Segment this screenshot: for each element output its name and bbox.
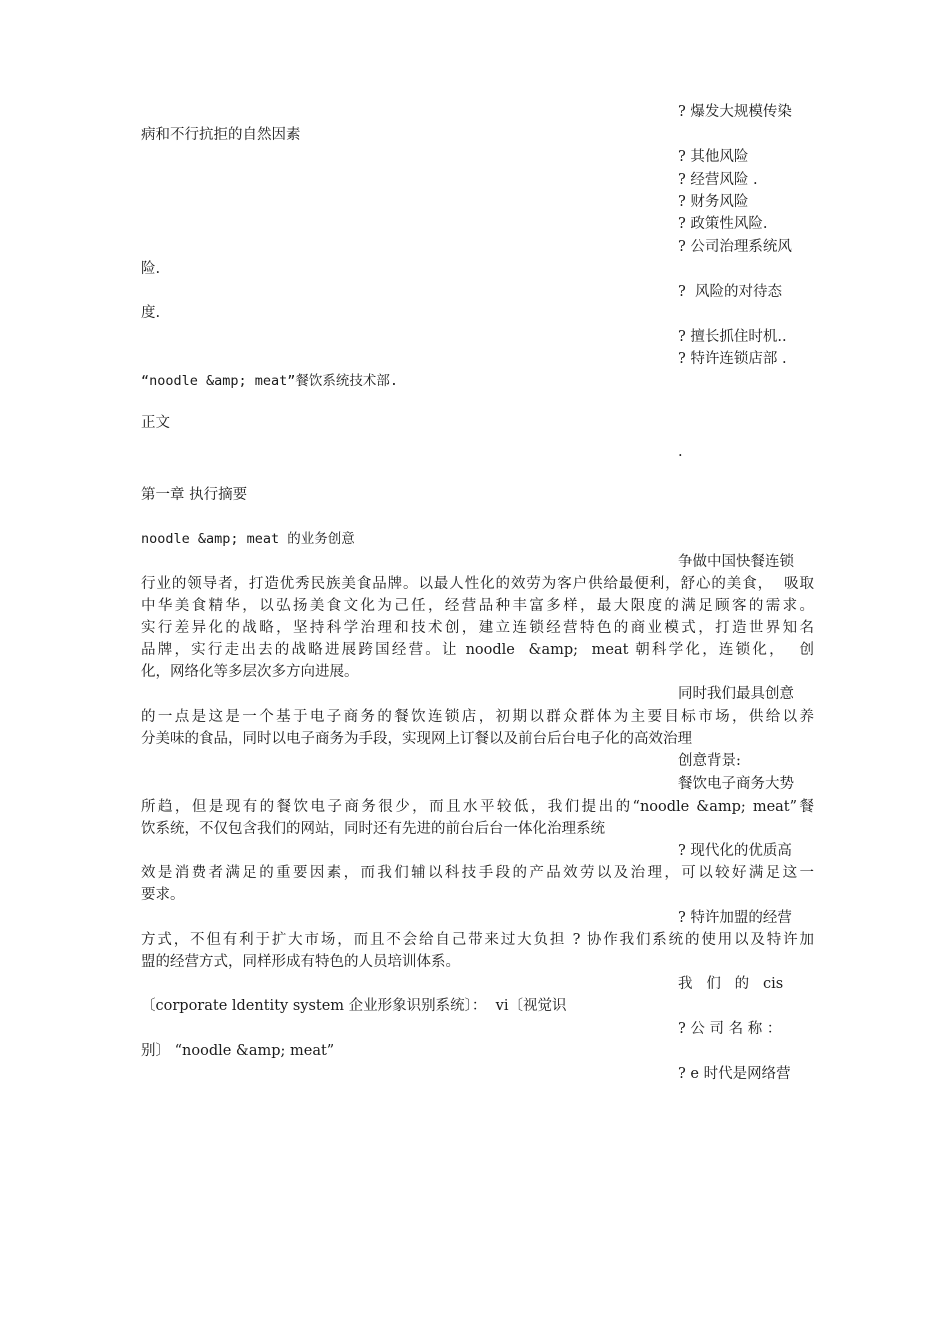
bullet-line: ? 公司治理系统风	[678, 239, 792, 255]
bullet-line: ? 公 司 名 称 ：	[678, 1021, 782, 1037]
bullet-line: ? 财务风险	[678, 194, 749, 210]
bullet-line: ? e 时代是网络营	[678, 1066, 791, 1082]
text-line: 效是消费者满足的重要因素，而我们辅以科技手段的产品效劳以及治理，可以较好满足这一	[141, 865, 814, 881]
section-heading: noodle &amp; meat 的业务创意	[141, 531, 355, 547]
bullet-line: ? 爆发大规模传染	[678, 104, 792, 120]
text-line: 中华美食精华，以弘扬美食文化为己任，经营品种丰富多样，最大限度的满足顾客的需求。	[141, 598, 814, 614]
text-line: 创意背景:	[678, 753, 741, 769]
bullet-line: ? 现代化的优质高	[678, 843, 792, 859]
text-line: 正文	[141, 415, 170, 431]
text-line: 的一点是这是一个基于电子商务的餐饮连锁店，初期以群众群体为主要目标市场，供给以养	[141, 709, 814, 725]
bullet-line: ? 风险的对待态	[678, 284, 782, 300]
text-line: 饮系统，不仅包含我们的网站，同时还有先进的前台后台一体化治理系统	[141, 821, 605, 837]
text-line: 争做中国快餐连锁	[678, 554, 794, 570]
text-line: 盟的经营方式，同样形成有特色的人员培训体系。	[141, 954, 460, 970]
dot-line: .	[678, 444, 683, 460]
text-line: 病和不行抗拒的自然因素	[141, 127, 301, 143]
bullet-line: ? 特许加盟的经营	[678, 910, 792, 926]
text-line: 度.	[141, 305, 161, 321]
bullet-line: ? 其他风险	[678, 149, 749, 165]
text-line: 分美味的食品，同时以电子商务为手段，实现网上订餐以及前台后台电子化的高效治理	[141, 731, 692, 747]
text-line: 餐饮电子商务大势	[678, 776, 794, 792]
bullet-line: ? 特许连锁店部 .	[678, 351, 787, 367]
text-line: 〔corporate ldentity system 企业形象识别系统〕： vi〔视觉识	[141, 998, 567, 1014]
text-line: 所趋，但是现有的餐饮电子商务很少，而且水平较低，我们提出的“noodle &amp; meat”餐	[141, 799, 814, 815]
text-line: “noodle &amp; meat”餐饮系统技术部.	[141, 373, 399, 389]
bullet-line: ? 擅长抓住时机..	[678, 329, 787, 345]
text-line: 别〕 “noodle &amp; meat”	[141, 1043, 335, 1059]
bullet-line: ? 经营风险 .	[678, 172, 758, 188]
text-line: 我 们 的 cis	[678, 976, 784, 992]
text-line: 险.	[141, 261, 161, 277]
text-line: 行业的领导者，打造优秀民族美食品牌。以最人性化的效劳为客户供给最便利，舒心的美食， 吸取	[141, 576, 814, 592]
bullet-line: ? 政策性风险.	[678, 216, 768, 232]
text-line: 要求。	[141, 887, 185, 903]
text-line: 化，网络化等多层次多方向进展。	[141, 664, 359, 680]
text-line: 实行差异化的战略，坚持科学治理和技术创，建立连锁经营特色的商业模式，打造世界知名	[141, 620, 814, 636]
chapter-heading: 第一章 执行摘要	[141, 487, 248, 503]
text-line: 方式，不但有利于扩大市场，而且不会给自己带来过大负担 ? 协作我们系统的使用以及特许加	[141, 932, 814, 948]
text-line: 同时我们最具创意	[678, 686, 794, 702]
text-line: 品牌，实行走出去的战略进展跨国经营。让 noodle &amp; meat 朝科学化，连锁化， 创	[141, 642, 814, 658]
